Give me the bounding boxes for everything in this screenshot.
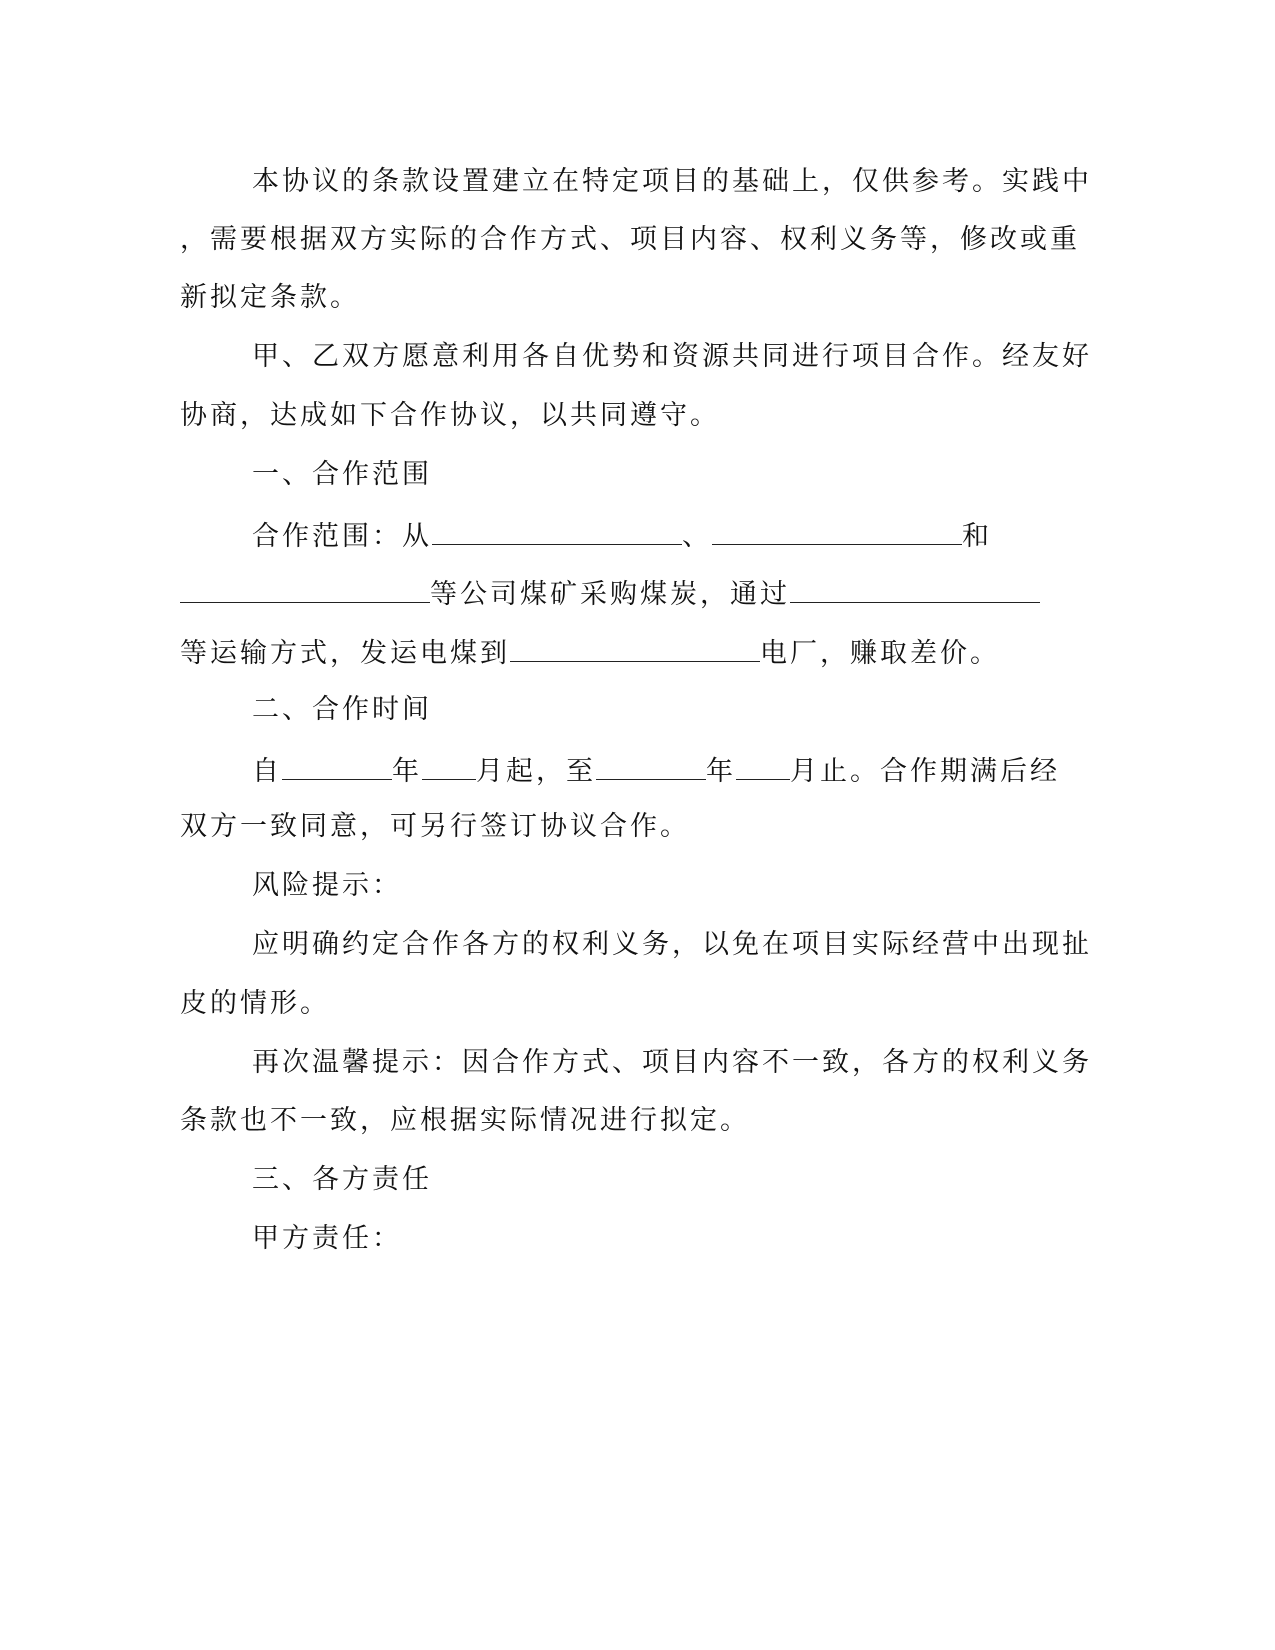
risk-label: 风险提示： (252, 870, 402, 901)
time-text-e: 月止。合作期满后经 (790, 756, 1060, 787)
section-heading-scope: 一、合作范围 (252, 459, 432, 490)
fill-blank-end-year[interactable] (596, 749, 706, 780)
paragraph-intro-line-3: 新拟定条款。 (180, 282, 360, 313)
reminder-line-2: 条款也不一致，应根据实际情况进行拟定。 (180, 1105, 750, 1136)
scope-text-d: 等公司煤矿采购煤炭，通过 (430, 579, 790, 610)
fill-blank-company-1[interactable] (432, 514, 682, 545)
fill-blank-transport[interactable] (790, 572, 1040, 603)
fill-blank-company-2[interactable] (712, 514, 962, 545)
scope-text-f: 电厂，赚取差价。 (760, 638, 1000, 669)
scope-line-3 (180, 631, 1000, 671)
fill-blank-company-3[interactable] (180, 572, 430, 603)
time-text-d: 年 (706, 756, 736, 787)
paragraph-intro-line-1: 本协议的条款设置建立在特定项目的基础上，仅供参考。实践中 (252, 166, 1092, 197)
scope-line-2 (180, 572, 1040, 612)
risk-line-1: 应明确约定合作各方的权利义务，以免在项目实际经营中出现扯 (252, 929, 1092, 960)
paragraph-purpose-line-1: 甲、乙双方愿意利用各自优势和资源共同进行项目合作。经友好 (252, 341, 1092, 372)
fill-blank-start-month[interactable] (422, 749, 476, 780)
time-text-a: 自 (252, 756, 282, 787)
scope-text-e: 等运输方式，发运电煤到 (180, 638, 510, 669)
fill-blank-power-plant[interactable] (510, 631, 760, 662)
time-line-2: 双方一致同意，可另行签订协议合作。 (180, 811, 690, 842)
section-heading-time: 二、合作时间 (252, 694, 432, 725)
fill-blank-start-year[interactable] (282, 749, 392, 780)
paragraph-intro-line-2: ，需要根据双方实际的合作方式、项目内容、权利义务等，修改或重 (180, 224, 1080, 255)
time-text-b: 年 (392, 756, 422, 787)
time-line-1 (252, 749, 1060, 789)
paragraph-purpose-line-2: 协商，达成如下合作协议，以共同遵守。 (180, 400, 720, 431)
scope-text-c: 和 (962, 521, 992, 552)
fill-blank-end-month[interactable] (736, 749, 790, 780)
section-heading-responsibilities: 三、各方责任 (252, 1164, 432, 1195)
scope-text-b: 、 (682, 521, 712, 552)
reminder-line-1: 再次温馨提示：因合作方式、项目内容不一致，各方的权利义务 (252, 1047, 1092, 1078)
time-text-c: 月起，至 (476, 756, 596, 787)
risk-line-2: 皮的情形。 (180, 988, 330, 1019)
scope-line-1 (252, 514, 992, 554)
scope-text-a: 合作范围：从 (252, 521, 432, 552)
party-a-responsibility-label: 甲方责任： (252, 1223, 402, 1254)
